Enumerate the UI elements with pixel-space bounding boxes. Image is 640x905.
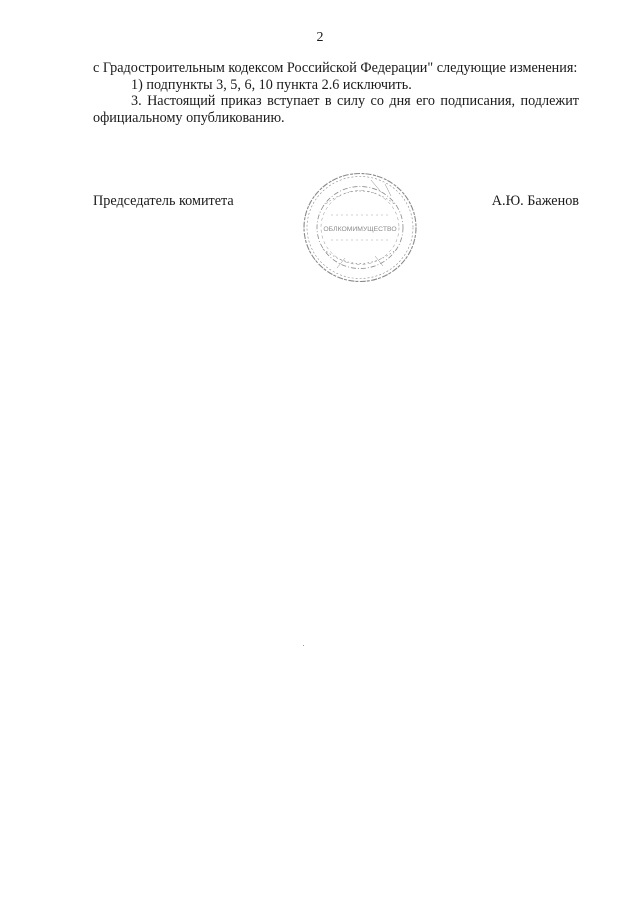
signer-name: А.Ю. Баженов: [491, 193, 579, 209]
scan-artifact: [303, 645, 304, 646]
signer-position: Председатель комитета: [93, 193, 234, 209]
document-body: [93, 60, 579, 126]
official-seal-stamp: [301, 170, 419, 285]
paragraph-subpoint: 1) подпункты 3, 5, 6, 10 пункта 2.6 исключить.: [131, 76, 412, 93]
page-number: 2: [316, 30, 324, 45]
paragraph-effective-date: 3. Настоящий приказ вступает в силу со дня его подписания, подлежит официальному опубликованию.: [93, 93, 579, 126]
paragraph-continuation: с Градостроительным кодексом Российской Федерации" следующие изменения:: [93, 60, 578, 76]
seal-center-text: ОБЛКОМИМУЩЕСТВО: [323, 226, 397, 233]
